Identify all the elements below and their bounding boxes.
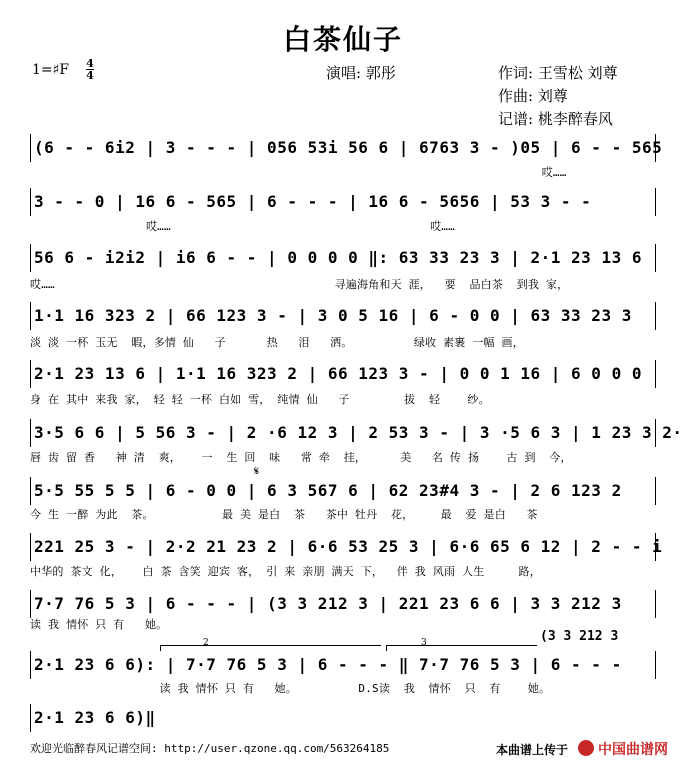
notation: 5·5 55 5 5 | 6 - 0 0 | 6 3 567 6 | 62 23#4 3 - | 2 6 123 2 — [34, 481, 622, 500]
site-logo[interactable] — [578, 738, 684, 760]
notation: 3 - - 0 | 16 6 - 565 | 6 - - - | 16 6 - 5656 | 53 3 - - — [34, 192, 592, 211]
lyric-line: 今 生 一醉 为此 茶。 最 美 是白 茶 茶中 牡丹 花， 最 爱 是白 茶 — [30, 508, 538, 521]
meter-top: 4 — [86, 57, 94, 70]
lyric-line: 读 我 情怀 只 有 她。 — [30, 618, 168, 631]
music-row — [30, 704, 161, 732]
song-title: 白茶仙子 — [282, 23, 403, 56]
transcriber-credit: 记谱: 桃李醉春风 — [498, 110, 613, 128]
lyric-line: 身 在 其中 来我 家， 轻 轻 一杯 白如 雪， 纯情 仙 子 拔 轻 纱。 — [30, 393, 490, 406]
composer-credit: 作曲: 刘尊 — [498, 87, 568, 105]
upload-label: 本曲谱上传于 — [496, 743, 569, 757]
notation: 221 25 3 - | 2·2 21 23 2 | 6·6 53 25 3 | 6·6 65 6 12 | 2 - - i — [34, 537, 663, 556]
lyric-line: 哎…… 哎…… — [30, 220, 455, 233]
notation: 2·1 23 6 6)‖ — [34, 708, 156, 727]
lyric-line: 哎…… — [30, 166, 567, 179]
notation: 1·1 16 323 2 | 66 123 3 - | 3 0 5 16 | 6 - 0 0 | 63 33 23 3 — [34, 306, 632, 325]
lyricist-credit: 作词: 王雪松 刘尊 — [498, 64, 618, 82]
music-row — [30, 244, 656, 272]
lyric-line: 中华的 茶文 化， 白 茶 含笑 迎宾 客， 引 来 亲朋 满天 下， 伴 我 风雨 人生 路， — [30, 565, 541, 578]
notation: 7·7 76 5 3 | 6 - - - | (3 3 212 3 | 221 23 6 6 | 3 3 212 3 — [34, 594, 622, 613]
lyric-line: 读 我 情怀 只 有 她。 D.S读 我 情怀 只 有 她。 — [30, 682, 551, 695]
volta-number: 3 — [421, 638, 427, 648]
meter-bottom: 4 — [86, 69, 94, 82]
music-row — [30, 134, 663, 162]
lyric-line: 哎…… 寻遍海角和天 涯， 要 品白茶 到我 家， — [30, 278, 569, 291]
notation: 2·1 23 13 6 | 1·1 16 323 2 | 66 123 3 - | 0 0 1 16 | 6 0 0 0 — [34, 364, 642, 383]
lyric-line: 淡 淡 一杯 玉无 暇，多情 仙 子 热 泪 洒。 绿收 素裹 一幅 画， — [30, 336, 524, 349]
footer-note: 欢迎光临醉春风记谱空间: http://user.qzone.qq.com/563264185 — [30, 742, 390, 755]
segno-sign: 𝄋 — [254, 464, 260, 478]
logo-text: 中国曲谱网 — [598, 742, 668, 758]
key-signature: 1=♯F — [32, 62, 70, 78]
notation: 3·5 6 6 | 5 56 3 - | 2 ·6 12 3 | 2 53 3 - | 3 ·5 6 3 | 1 23 3 2· — [34, 423, 683, 442]
notation: 56 6 - i2i2 | i6 6 - - | 0 0 0 0 ‖: 63 33 23 3 | 2·1 23 13 6 — [34, 248, 642, 267]
music-row — [30, 590, 656, 618]
music-row — [30, 188, 656, 216]
logo-icon — [578, 740, 594, 756]
music-row — [30, 302, 656, 330]
lyric-line: 唇 齿 留 香 神 清 爽， 一 生 回 味 常 牵 挂， 美 名 传 扬 古 到 今， — [30, 451, 572, 464]
volta-number: 2 — [203, 638, 209, 648]
music-row — [30, 419, 683, 447]
notation: 2·1 23 6 6): | 7·7 76 5 3 | 6 - - - ‖ 7·7 76 5 3 | 6 - - - — [34, 655, 622, 674]
notation: (6 - - 6i2 | 3 - - - | 056 53i 56 6 | 6763 3 - )05 | 6 - - 565 — [34, 138, 663, 157]
time-signature — [86, 58, 94, 81]
bracket-phrase: (3 3 212 3 — [540, 629, 619, 644]
music-row — [30, 477, 656, 505]
singer-credit: 演唱: 郭彤 — [326, 64, 396, 82]
music-row — [30, 360, 656, 388]
music-row — [30, 651, 656, 679]
music-row — [30, 533, 663, 561]
